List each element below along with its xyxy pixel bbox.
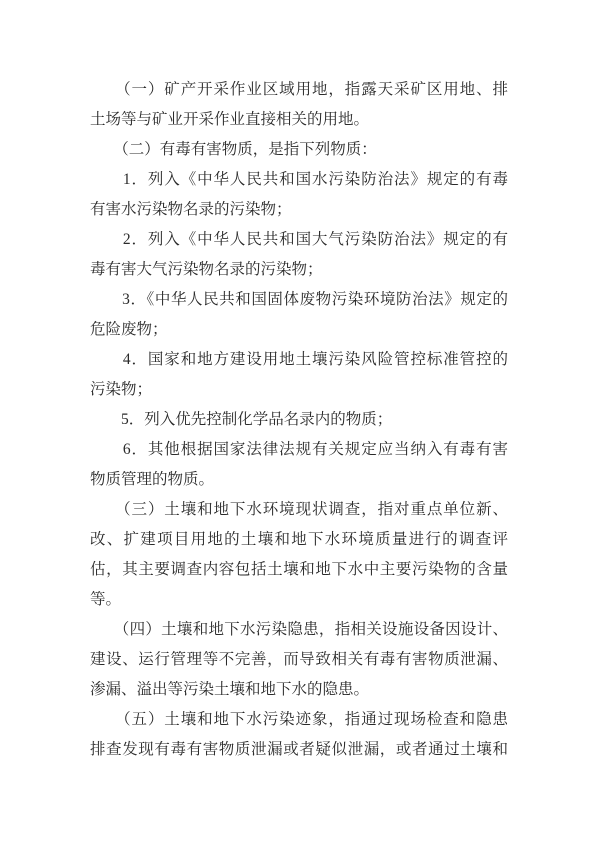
text-line: 物质管理的物质。 xyxy=(90,471,215,488)
text-line: 1．列入《中华人民共和国水污染防治法》规定的有毒 xyxy=(90,171,508,188)
text-line: 估，其主要调查内容包括土壤和地下水中主要污染物的含量 xyxy=(90,561,508,578)
text-line: 毒有害大气污染物名录的污染物； xyxy=(90,261,323,278)
text-line: （二）有毒有害物质，是指下列物质： xyxy=(90,141,377,158)
text-line: 排查发现有毒有害物质泄漏或者疑似泄漏，或者通过土壤和 xyxy=(90,741,508,758)
text-line: 有害水污染物名录的污染物； xyxy=(90,201,292,218)
document-body xyxy=(90,75,508,765)
text-line: 建设、运行管理等不完善，而导致相关有毒有害物质泄漏、 xyxy=(90,651,508,668)
text-line: 危险废物； xyxy=(90,321,168,338)
text-line: 4．国家和地方建设用地土壤污染风险管控标准管控的 xyxy=(90,351,508,368)
text-line: （一）矿产开采作业区域用地，指露天采矿区用地、排 xyxy=(90,81,508,98)
text-line: 渗漏、溢出等污染土壤和地下水的隐患。 xyxy=(90,681,370,698)
text-line: 6．其他根据国家法律法规有关规定应当纳入有毒有害 xyxy=(90,441,508,458)
text-line: （三）土壤和地下水环境现状调查，指对重点单位新、 xyxy=(90,501,508,518)
text-line: 2．列入《中华人民共和国大气污染防治法》规定的有 xyxy=(90,231,508,248)
text-line: 等。 xyxy=(90,591,122,608)
text-line: 污染物； xyxy=(90,381,153,398)
text-line: （五）土壤和地下水污染迹象，指通过现场检查和隐患 xyxy=(90,711,508,728)
text-line: （四）土壤和地下水污染隐患，指相关设施设备因设计、 xyxy=(90,621,508,638)
text-line: 3．《中华人民共和国固体废物污染环境防治法》规定的 xyxy=(90,291,508,308)
text-line: 改、扩建项目用地的土壤和地下水环境质量进行的调查评 xyxy=(90,531,508,548)
text-line: 土场等与矿业开采作业直接相关的用地。 xyxy=(90,111,370,128)
text-line: 5．列入优先控制化学品名录内的物质； xyxy=(90,411,393,428)
